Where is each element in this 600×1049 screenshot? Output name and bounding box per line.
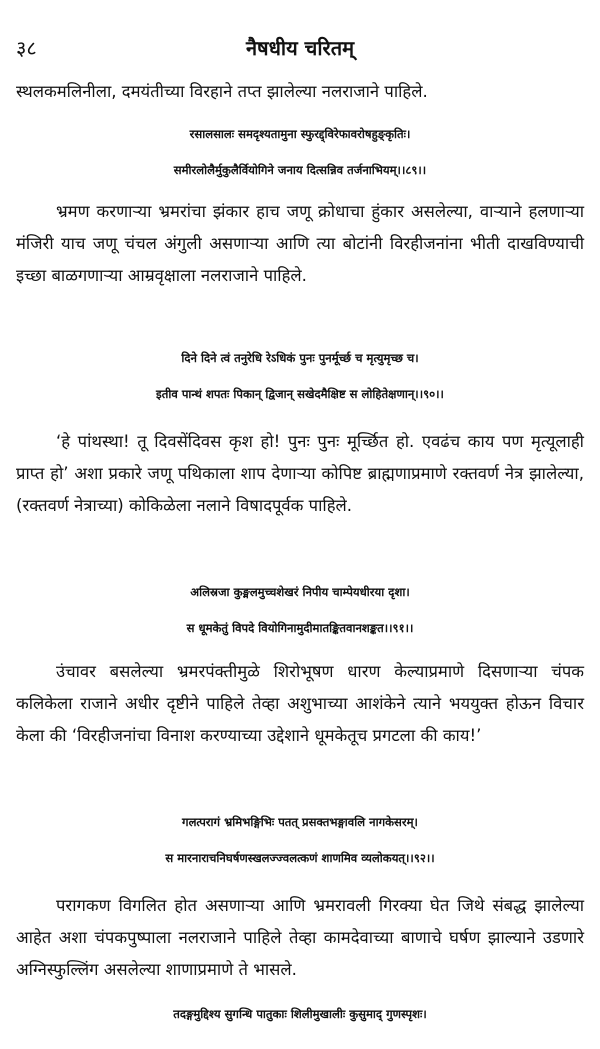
running-title: नैषधीय चरितम् bbox=[245, 36, 355, 60]
verse-93-start bbox=[0, 996, 600, 1032]
prose-text: भ्रमण करणाऱ्या भ्रमरांचा झंकार हाच जणू क्रोधाचा हुंकार असलेल्या, वाऱ्याने हलणाऱ्या मंजिरी याच जणू चंचल अंगुली असणाऱ्या आणि त्या बोटांनी विरहीजनांना भीती दाखविण्याची इच्छा बाळगणाऱ्या आम्रवृक्षाला नलराजाने पाहिले. bbox=[16, 202, 584, 285]
verse-line: समीरलोलैर्मुकुलैर्वियोगिने जनाय दित्सन्निव तर्जनाभियम्।।८९।। bbox=[173, 163, 427, 177]
prose-text: स्थलकमलिनीला, दमयंतीच्या विरहाने तप्त झालेल्या नलराजाने पाहिले. bbox=[16, 82, 428, 101]
page-number: ३८ bbox=[16, 36, 37, 60]
verse-line: गलत्परागं भ्रमिभङ्गिभिः पतत् प्रसक्तभङ्गावलि नागकेसरम्। bbox=[182, 815, 418, 829]
prose-paragraph bbox=[0, 426, 600, 522]
verse-90 bbox=[0, 340, 600, 412]
verse-91 bbox=[0, 574, 600, 646]
verse-line: स धूमकेतुं विपदे वियोगिनामुदीमातङ्कितवानशङ्कत।।९१।। bbox=[186, 621, 414, 635]
verse-92 bbox=[0, 804, 600, 876]
verse-line: इतीव पान्थं शपतः पिकान् द्विजान् सखेदमैक्षिष्ट स लोहितेक्षणान्।।९०।। bbox=[156, 387, 444, 401]
verse-89 bbox=[0, 116, 600, 188]
verse-line: तदङ्गमुद्दिश्य सुगन्धि पातुकाः शिलीमुखालीः कुसुमाद् गुणस्पृशः। bbox=[173, 1007, 427, 1021]
prose-paragraph bbox=[0, 890, 600, 986]
verse-line: रसालसालः समदृश्यतामुना स्फुरद्द्विरेफावरोषहुङ्कृतिः। bbox=[189, 127, 411, 141]
prose-paragraph bbox=[0, 196, 600, 292]
page-header bbox=[14, 34, 586, 62]
prose-text: उंचावर बसलेल्या भ्रमरपंक्तीमुळे शिरोभूषण धारण केल्याप्रमाणे दिसणाऱ्या चंपक कलिकेला राजाने अधीर दृष्टीने पाहिले तेव्हा अशुभाच्या आशंकेने त्याने भययुक्त होऊन विचार केला की ‘विरहीजनांचा विनाश करण्याच्या उद्देशाने धूमकेतूच प्रगटला की काय!’ bbox=[16, 662, 584, 745]
prose-paragraph bbox=[0, 656, 600, 752]
prose-text: ‘हे पांथस्था! तू दिवसेंदिवस कृश हो! पुनः पुनः मूर्च्छित हो. एवढंच काय पण मृत्यूलाही प्राप्त हो’ अशा प्रकारे जणू पथिकाला शाप देणाऱ्या कोपिष्ट ब्राह्मणाप्रमाणे रक्तवर्ण नेत्र झालेल्या,(रक्तवर्ण नेत्राच्या) कोकिळेला नलाने विषादपूर्वक पाहिले. bbox=[16, 432, 584, 515]
verse-line: दिने दिने त्वं तनुरेधि रेऽधिकं पुनः पुनर्मूर्च्छ च मृत्युमृच्छ च। bbox=[181, 351, 419, 365]
prose-text: परागकण विगलित होत असणाऱ्या आणि भ्रमरावली गिरक्या घेत जिथे संबद्ध झालेल्या आहेत अशा चंपकपुष्पाला नलराजाने पाहिले तेव्हा कामदेवाच्या बाणाचे घर्षण झाल्याने उडणारे अग्निस्फुल्लिंग असलेल्या शाणाप्रमाणे ते भासले. bbox=[16, 896, 584, 979]
verse-line: अलिस्रजा कुङ्मलमुच्चशेखरं निपीय चाम्पेयधीरया दृशा। bbox=[190, 585, 410, 599]
prose-paragraph bbox=[0, 76, 600, 108]
verse-line: स मारनाराचनिघर्षणस्खलज्ज्वलत्कणं शाणमिव व्यलोकयत्।।९२।। bbox=[165, 851, 435, 865]
